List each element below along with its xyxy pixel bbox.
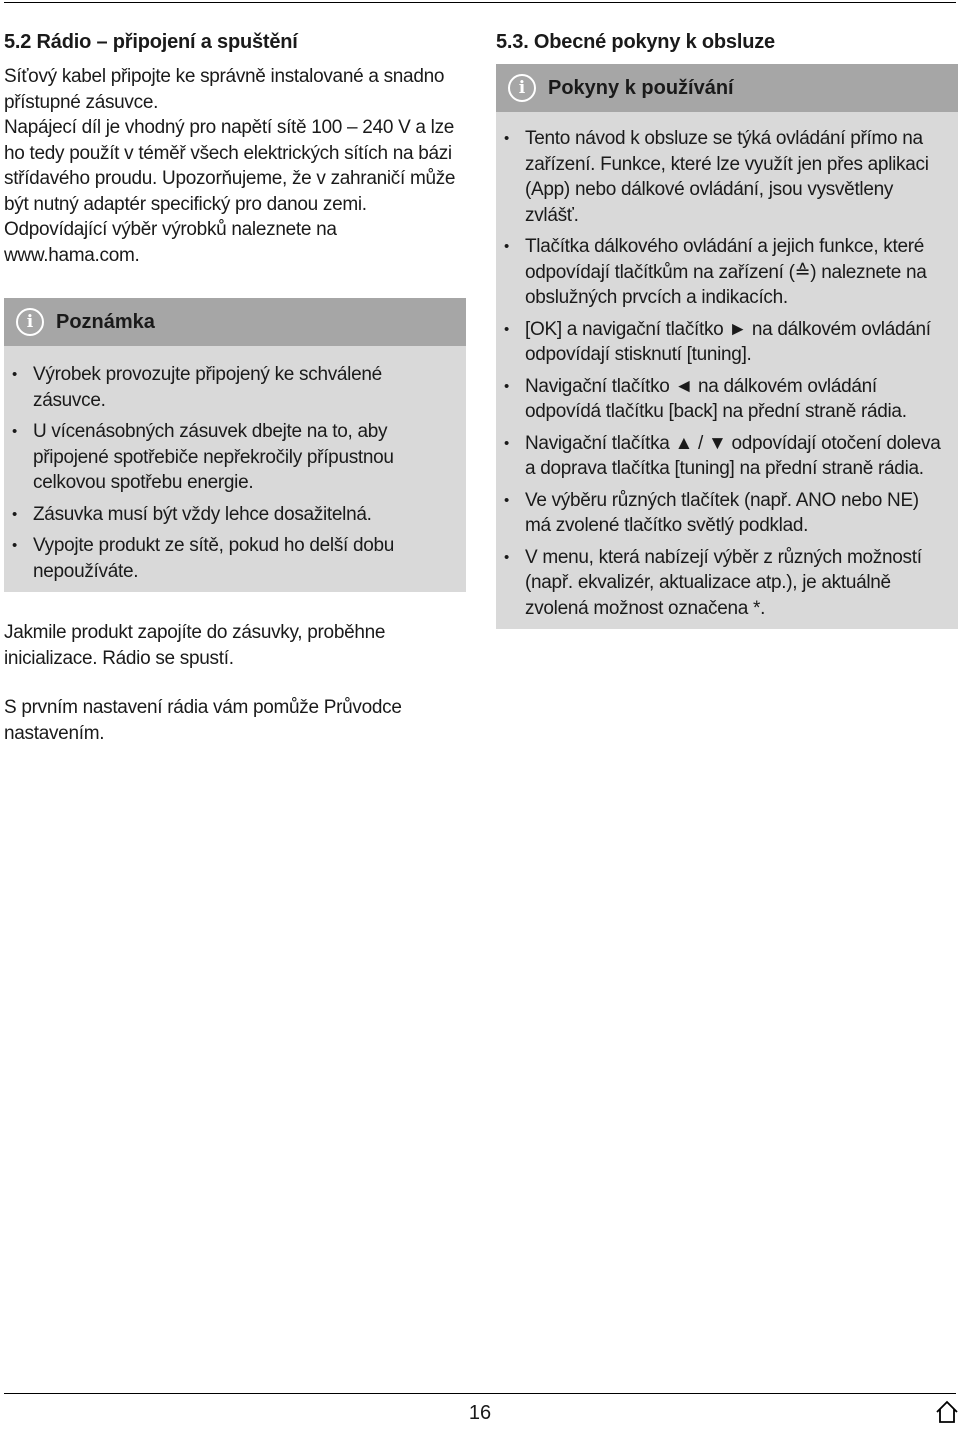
list-item: • Zásuvka musí být vždy lehce dosažitelná.	[33, 502, 454, 534]
usage-note-list	[496, 112, 958, 629]
note-list	[4, 346, 466, 592]
note-box	[4, 298, 466, 592]
section-heading-5-2: 5.2 Rádio – připojení a spuštění	[4, 31, 298, 53]
list-item: • [OK] a navigační tlačítko ► na dálkovém ovládání odpovídají stisknutí [tuning].	[525, 317, 946, 374]
usage-note-title: Pokyny k používání	[548, 77, 734, 99]
info-icon: i	[16, 308, 44, 336]
final-paragraph: S prvním nastavení rádia vám pomůže Průvodce nastavením.	[4, 697, 402, 744]
list-item: • Tlačítka dálkového ovládání a jejich funkce, které odpovídají tlačítkům na zařízení (≙) naleznete na obslužných prvcích a indikacích.	[525, 234, 946, 317]
list-item: • V menu, která nabízejí výběr z různých možností (např. ekvalizér, aktualizace atp.), je aktuálně zvolená možnost označena *.	[525, 545, 946, 628]
right-column	[496, 28, 958, 629]
usage-note-box	[496, 64, 958, 629]
list-item: • Vypojte produkt ze sítě, pokud ho delší dobu nepoužíváte.	[33, 533, 454, 590]
list-item: • U vícenásobných zásuvek dbejte na to, aby připojené spotřebiče nepřekročily přípustnou celkovou spotřebu energie.	[33, 419, 454, 502]
list-item: • Výrobek provozujte připojený ke schválené zásuvce.	[33, 362, 454, 419]
note-header	[4, 298, 466, 346]
section-heading-5-3: 5.3. Obecné pokyny k obsluze	[496, 31, 775, 53]
note-title: Poznámka	[56, 311, 155, 333]
top-rule	[4, 2, 956, 3]
intro-paragraph-1: Síťový kabel připojte ke správně instalované a snadno přístupné zásuvce.	[4, 66, 445, 113]
list-item: • Tento návod k obsluze se týká ovládání přímo na zařízení. Funkce, které lze využít jen přes aplikaci (App) nebo dálkové ovládání, jsou vysvětleny zvlášť.	[525, 126, 946, 234]
list-item: • Navigační tlačítko ◄ na dálkovém ovládání odpovídá tlačítku [back] na přední straně rádia.	[525, 374, 946, 431]
footer-rule	[4, 1393, 956, 1394]
info-icon: i	[508, 74, 536, 102]
after-note-paragraph: Jakmile produkt zapojíte do zásuvky, proběhne inicializace. Rádio se spustí.	[4, 622, 386, 669]
intro-paragraph-2: Napájecí díl je vhodný pro napětí sítě 100 – 240 V a lze ho tedy použít v téměř všech elektrických sítích na bázi střídavého proudu. Upozorňujeme, že v zahraničí může být nutný adaptér specifický pro danou zemi. Odpovídající výběr výrobků naleznete na www.hama.com.	[4, 117, 456, 266]
usage-note-header	[496, 64, 958, 112]
left-column	[4, 28, 466, 746]
home-icon[interactable]	[936, 1400, 958, 1424]
list-item: • Ve výběru různých tlačítek (např. ANO nebo NE) má zvolené tlačítko světlý podklad.	[525, 488, 946, 545]
list-item: • Navigační tlačítka ▲ / ▼ odpovídají otočení doleva a doprava tlačítka [tuning] na přední straně rádia.	[525, 431, 946, 488]
page-number: 16	[468, 1402, 492, 1424]
